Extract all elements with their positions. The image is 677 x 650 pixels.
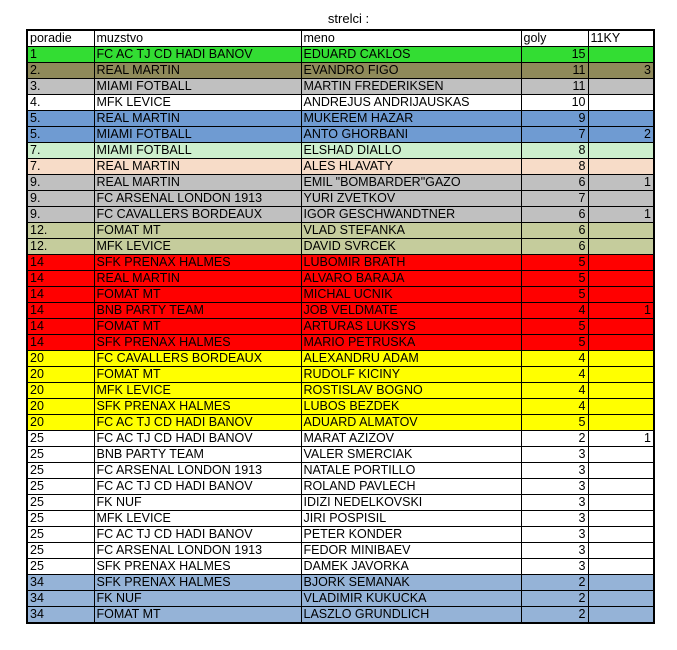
goals-cell: 9 — [521, 111, 588, 127]
table-row — [27, 351, 654, 367]
rank-cell: 20 — [27, 367, 94, 383]
penalties-cell — [588, 255, 654, 271]
goals-cell: 11 — [521, 63, 588, 79]
goals-cell: 11 — [521, 79, 588, 95]
team-cell: FOMAT MT — [94, 223, 301, 239]
name-cell: EMIL "BOMBARDER"GAZO — [301, 175, 521, 191]
goals-cell: 3 — [521, 495, 588, 511]
penalties-cell — [588, 47, 654, 63]
goals-cell: 6 — [521, 175, 588, 191]
penalties-cell: 2 — [588, 127, 654, 143]
team-cell: FOMAT MT — [94, 287, 301, 303]
penalties-cell: 1 — [588, 207, 654, 223]
penalties-cell — [588, 463, 654, 479]
penalties-cell — [588, 79, 654, 95]
name-cell: LUBOS BEZDEK — [301, 399, 521, 415]
penalties-cell — [588, 607, 654, 624]
name-cell: FEDOR MINIBAEV — [301, 543, 521, 559]
penalties-cell — [588, 511, 654, 527]
table-row — [27, 479, 654, 495]
table-row — [27, 303, 654, 319]
name-cell: ROSTISLAV BOGNO — [301, 383, 521, 399]
rank-cell: 25 — [27, 479, 94, 495]
rank-cell: 25 — [27, 447, 94, 463]
penalties-cell — [588, 335, 654, 351]
table-row — [27, 447, 654, 463]
penalties-cell — [588, 111, 654, 127]
name-cell: IGOR GESCHWANDTNER — [301, 207, 521, 223]
team-cell: SFK PRENAX HALMES — [94, 575, 301, 591]
penalties-cell — [588, 543, 654, 559]
table-row — [27, 143, 654, 159]
rank-cell: 20 — [27, 351, 94, 367]
header-row — [27, 30, 654, 47]
header-goals: goly — [521, 30, 588, 47]
team-cell: FOMAT MT — [94, 319, 301, 335]
goals-cell: 6 — [521, 223, 588, 239]
goals-cell: 10 — [521, 95, 588, 111]
penalties-cell — [588, 239, 654, 255]
name-cell: ANTO GHORBANI — [301, 127, 521, 143]
table-row — [27, 399, 654, 415]
table-row — [27, 95, 654, 111]
table-row — [27, 559, 654, 575]
table-row — [27, 607, 654, 624]
penalties-cell — [588, 479, 654, 495]
team-cell: REAL MARTIN — [94, 175, 301, 191]
header-penalties: 11KY — [588, 30, 654, 47]
table-body — [27, 47, 654, 624]
team-cell: MIAMI FOTBALL — [94, 127, 301, 143]
rank-cell: 1 — [27, 47, 94, 63]
goals-cell: 8 — [521, 143, 588, 159]
rank-cell: 34 — [27, 575, 94, 591]
name-cell: MARAT AZIZOV — [301, 431, 521, 447]
table-row — [27, 111, 654, 127]
rank-cell: 34 — [27, 607, 94, 624]
name-cell: VLADIMIR KUKUCKA — [301, 591, 521, 607]
team-cell: BNB PARTY TEAM — [94, 447, 301, 463]
name-cell: ALES HLAVATY — [301, 159, 521, 175]
name-cell: ALEXANDRU ADAM — [301, 351, 521, 367]
table-row — [27, 335, 654, 351]
goals-cell: 2 — [521, 591, 588, 607]
table-row — [27, 527, 654, 543]
goals-cell: 3 — [521, 463, 588, 479]
table-row — [27, 367, 654, 383]
team-cell: FC AC TJ CD HADI BANOV — [94, 47, 301, 63]
table-row — [27, 127, 654, 143]
table-row — [27, 463, 654, 479]
rank-cell: 12. — [27, 239, 94, 255]
team-cell: REAL MARTIN — [94, 271, 301, 287]
name-cell: RUDOLF KICINY — [301, 367, 521, 383]
penalties-cell — [588, 527, 654, 543]
goals-cell: 6 — [521, 239, 588, 255]
team-cell: FC AC TJ CD HADI BANOV — [94, 527, 301, 543]
goals-cell: 4 — [521, 367, 588, 383]
goals-cell: 5 — [521, 287, 588, 303]
team-cell: SFK PRENAX HALMES — [94, 559, 301, 575]
team-cell: BNB PARTY TEAM — [94, 303, 301, 319]
name-cell: ALVARO BARAJA — [301, 271, 521, 287]
team-cell: MFK LEVICE — [94, 511, 301, 527]
name-cell: JIRI POSPISIL — [301, 511, 521, 527]
name-cell: IDIZI NEDELKOVSKI — [301, 495, 521, 511]
rank-cell: 25 — [27, 495, 94, 511]
goals-cell: 8 — [521, 159, 588, 175]
name-cell: JOB VELDMATE — [301, 303, 521, 319]
team-cell: MFK LEVICE — [94, 383, 301, 399]
goals-cell: 2 — [521, 431, 588, 447]
scorers-table — [26, 29, 655, 624]
penalties-cell — [588, 287, 654, 303]
penalties-cell — [588, 575, 654, 591]
rank-cell: 14 — [27, 335, 94, 351]
goals-cell: 7 — [521, 127, 588, 143]
goals-cell: 2 — [521, 575, 588, 591]
table-row — [27, 511, 654, 527]
table-row — [27, 207, 654, 223]
rank-cell: 4. — [27, 95, 94, 111]
goals-cell: 4 — [521, 303, 588, 319]
rank-cell: 5. — [27, 111, 94, 127]
table-row — [27, 495, 654, 511]
name-cell: ELSHAD DIALLO — [301, 143, 521, 159]
team-cell: SFK PRENAX HALMES — [94, 255, 301, 271]
rank-cell: 14 — [27, 271, 94, 287]
penalties-cell — [588, 559, 654, 575]
rank-cell: 25 — [27, 431, 94, 447]
name-cell: LASZLO GRUNDLICH — [301, 607, 521, 624]
penalties-cell — [588, 159, 654, 175]
table-row — [27, 239, 654, 255]
name-cell: NATALE PORTILLO — [301, 463, 521, 479]
penalties-cell — [588, 399, 654, 415]
rank-cell: 2. — [27, 63, 94, 79]
table-row — [27, 415, 654, 431]
rank-cell: 9. — [27, 191, 94, 207]
table-row — [27, 79, 654, 95]
goals-cell: 5 — [521, 335, 588, 351]
team-cell: FK NUF — [94, 495, 301, 511]
penalties-cell: 1 — [588, 303, 654, 319]
rank-cell: 5. — [27, 127, 94, 143]
rank-cell: 20 — [27, 383, 94, 399]
table-row — [27, 287, 654, 303]
goals-cell: 5 — [521, 415, 588, 431]
header-rank: poradie — [27, 30, 94, 47]
penalties-cell — [588, 351, 654, 367]
name-cell: LUBOMIR BRATH — [301, 255, 521, 271]
team-cell: FC ARSENAL LONDON 1913 — [94, 191, 301, 207]
name-cell: ARTURAS LUKSYS — [301, 319, 521, 335]
rank-cell: 12. — [27, 223, 94, 239]
team-cell: FK NUF — [94, 591, 301, 607]
table-row — [27, 383, 654, 399]
name-cell: BJORK SEMANAK — [301, 575, 521, 591]
goals-cell: 4 — [521, 383, 588, 399]
table-row — [27, 223, 654, 239]
penalties-cell: 1 — [588, 431, 654, 447]
penalties-cell: 3 — [588, 63, 654, 79]
rank-cell: 7. — [27, 143, 94, 159]
table-row — [27, 159, 654, 175]
table-row — [27, 63, 654, 79]
sheet-title: strelci : — [327, 11, 370, 26]
rank-cell: 9. — [27, 175, 94, 191]
team-cell: FC AC TJ CD HADI BANOV — [94, 479, 301, 495]
table-row — [27, 47, 654, 63]
name-cell: MARIO PETRUSKA — [301, 335, 521, 351]
penalties-cell — [588, 223, 654, 239]
goals-cell: 3 — [521, 511, 588, 527]
rank-cell: 25 — [27, 559, 94, 575]
goals-cell: 6 — [521, 207, 588, 223]
table-row — [27, 575, 654, 591]
table-row — [27, 319, 654, 335]
team-cell: REAL MARTIN — [94, 159, 301, 175]
name-cell: ROLAND PAVLECH — [301, 479, 521, 495]
team-cell: SFK PRENAX HALMES — [94, 399, 301, 415]
rank-cell: 25 — [27, 527, 94, 543]
table-row — [27, 431, 654, 447]
penalties-cell — [588, 367, 654, 383]
goals-cell: 5 — [521, 255, 588, 271]
team-cell: FC CAVALLERS BORDEAUX — [94, 207, 301, 223]
goals-cell: 5 — [521, 319, 588, 335]
team-cell: FC ARSENAL LONDON 1913 — [94, 543, 301, 559]
penalties-cell — [588, 591, 654, 607]
goals-cell: 4 — [521, 351, 588, 367]
name-cell: VLAD STEFANKA — [301, 223, 521, 239]
penalties-cell — [588, 383, 654, 399]
penalties-cell — [588, 143, 654, 159]
team-cell: FOMAT MT — [94, 367, 301, 383]
rank-cell: 34 — [27, 591, 94, 607]
penalties-cell — [588, 447, 654, 463]
team-cell: FOMAT MT — [94, 607, 301, 624]
name-cell: ANDREJUS ANDRIJAUSKAS — [301, 95, 521, 111]
goals-cell: 4 — [521, 399, 588, 415]
penalties-cell — [588, 191, 654, 207]
header-team: muzstvo — [94, 30, 301, 47]
goals-cell: 3 — [521, 543, 588, 559]
rank-cell: 25 — [27, 543, 94, 559]
penalties-cell — [588, 415, 654, 431]
penalties-cell — [588, 319, 654, 335]
table-row — [27, 591, 654, 607]
penalties-cell — [588, 495, 654, 511]
table-row — [27, 543, 654, 559]
name-cell: DAVID SVRCEK — [301, 239, 521, 255]
table-row — [27, 271, 654, 287]
rank-cell: 14 — [27, 303, 94, 319]
team-cell: SFK PRENAX HALMES — [94, 335, 301, 351]
table-row — [27, 191, 654, 207]
team-cell: REAL MARTIN — [94, 111, 301, 127]
name-cell: MUKEREM HAZAR — [301, 111, 521, 127]
name-cell: PETER KONDER — [301, 527, 521, 543]
rank-cell: 14 — [27, 255, 94, 271]
penalties-cell: 1 — [588, 175, 654, 191]
name-cell: MARTIN FREDERIKSEN — [301, 79, 521, 95]
name-cell: ADUARD ALMATOV — [301, 415, 521, 431]
goals-cell: 2 — [521, 607, 588, 624]
team-cell: MIAMI FOTBALL — [94, 79, 301, 95]
team-cell: FC CAVALLERS BORDEAUX — [94, 351, 301, 367]
penalties-cell — [588, 95, 654, 111]
name-cell: DAMEK JAVORKA — [301, 559, 521, 575]
goals-cell: 3 — [521, 559, 588, 575]
rank-cell: 20 — [27, 415, 94, 431]
name-cell: MICHAL UCNIK — [301, 287, 521, 303]
header-name: meno — [301, 30, 521, 47]
team-cell: MIAMI FOTBALL — [94, 143, 301, 159]
team-cell: FC AC TJ CD HADI BANOV — [94, 431, 301, 447]
rank-cell: 25 — [27, 511, 94, 527]
team-cell: REAL MARTIN — [94, 63, 301, 79]
table-row — [27, 175, 654, 191]
team-cell: MFK LEVICE — [94, 95, 301, 111]
goals-cell: 7 — [521, 191, 588, 207]
rank-cell: 14 — [27, 287, 94, 303]
team-cell: FC ARSENAL LONDON 1913 — [94, 463, 301, 479]
rank-cell: 7. — [27, 159, 94, 175]
rank-cell: 20 — [27, 399, 94, 415]
rank-cell: 9. — [27, 207, 94, 223]
table-row — [27, 255, 654, 271]
name-cell: VALER SMERCIAK — [301, 447, 521, 463]
team-cell: FC AC TJ CD HADI BANOV — [94, 415, 301, 431]
team-cell: MFK LEVICE — [94, 239, 301, 255]
goals-cell: 15 — [521, 47, 588, 63]
rank-cell: 3. — [27, 79, 94, 95]
name-cell: EVANDRO FIGO — [301, 63, 521, 79]
rank-cell: 14 — [27, 319, 94, 335]
goals-cell: 3 — [521, 447, 588, 463]
name-cell: EDUARD CAKLOS — [301, 47, 521, 63]
penalties-cell — [588, 271, 654, 287]
rank-cell: 25 — [27, 463, 94, 479]
name-cell: YURI ZVETKOV — [301, 191, 521, 207]
goals-cell: 3 — [521, 479, 588, 495]
goals-cell: 3 — [521, 527, 588, 543]
goals-cell: 5 — [521, 271, 588, 287]
